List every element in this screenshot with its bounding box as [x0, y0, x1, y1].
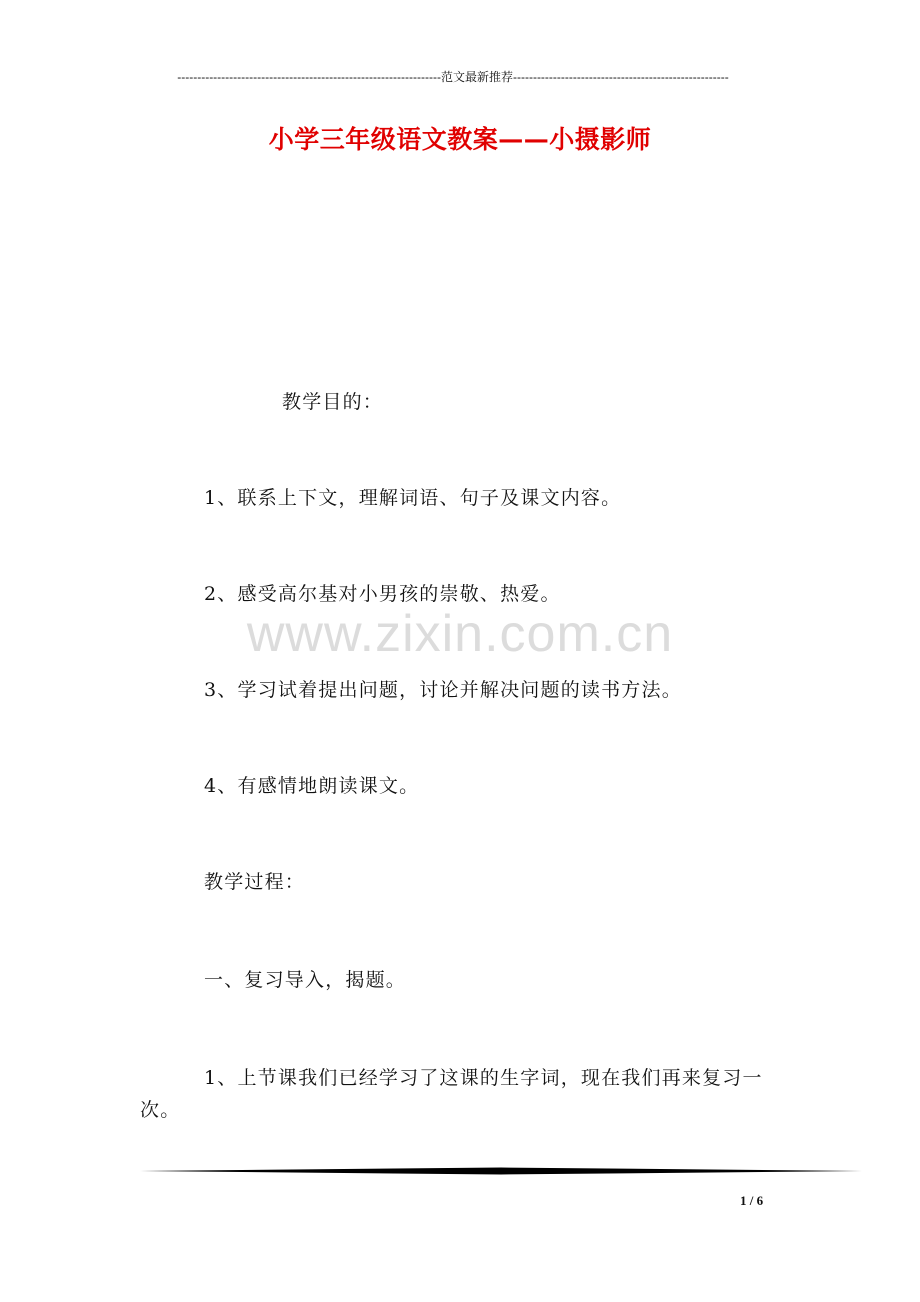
paragraph-objective-4: 4、有感情地朗读课文。 — [204, 775, 420, 797]
footer-divider — [140, 1166, 862, 1176]
document-title: 小学三年级语文教案——小摄影师 — [268, 125, 652, 154]
watermark-text: www.zixin.com.cn — [246, 605, 674, 663]
paragraph-process-heading: 教学过程： — [204, 871, 306, 893]
header-banner: ------------------------------------------------------------------范文最新推荐------------------------------------------------------ — [177, 70, 729, 84]
paragraph-step-1: 1、上节课我们已经学习了这课的生字词，现在我们再来复习一次。 — [140, 1067, 763, 1121]
paragraph-objectives-heading: 教学目的： — [282, 391, 384, 413]
paragraph-objective-1: 1、联系上下文，理解词语、句子及课文内容。 — [204, 487, 622, 509]
paragraph-objective-3: 3、学习试着提出问题，讨论并解决问题的读书方法。 — [204, 679, 682, 701]
paragraph-section-1: 一、复习导入，揭题。 — [204, 969, 407, 991]
paragraph-objective-2: 2、感受高尔基对小男孩的崇敬、热爱。 — [204, 583, 561, 605]
page-number: 1 / 6 — [740, 1193, 764, 1208]
